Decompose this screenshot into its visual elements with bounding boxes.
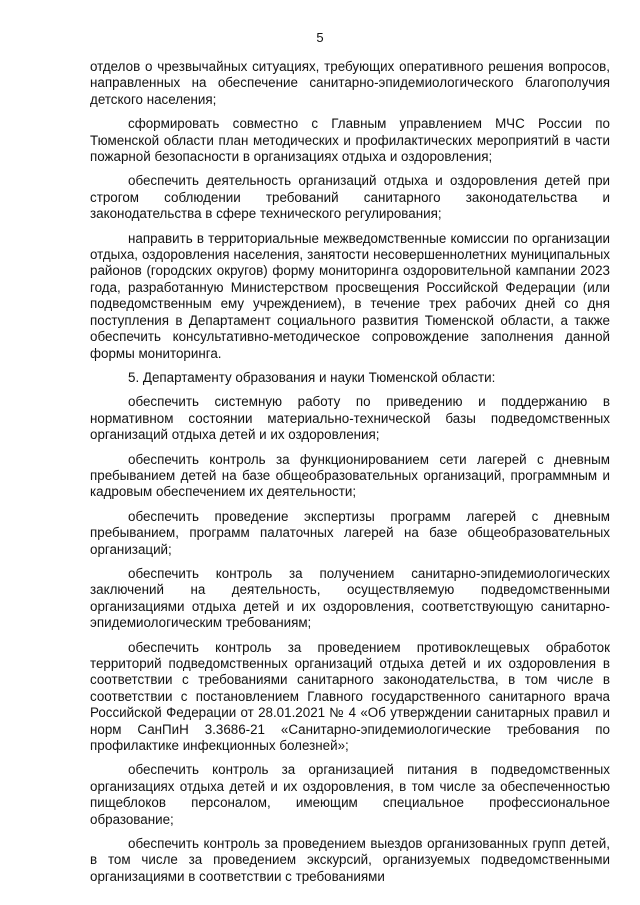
- paragraph-ensure-activity: обеспечить деятельность организаций отдыха и оздоровления детей при строгом соблюдении требований санитарного законодательства и законодательства в сфере технического регулирования;: [90, 173, 610, 222]
- paragraph-day-camps-control: обеспечить контроль за функционированием сети лагерей с дневным пребыванием детей на базе общеобразовательных организаций, программным и кадровым обеспечением их деятельности;: [90, 451, 610, 500]
- paragraph-catering-control: обеспечить контроль за организацией питания в подведомственных организациях отдыха детей и их оздоровления, в том числе за обеспеченностью пищеблоков персоналом, имеющим специальное профессиональное образование;: [90, 762, 610, 827]
- page-number: 5: [316, 30, 324, 45]
- paragraph-fire-safety-plan: сформировать совместно с Главным управлением МЧС России по Тюменской области план методических и профилактических мероприятий в части пожарной безопасности в организациях отдыха и оздоровления;: [90, 116, 610, 165]
- paragraph-continuation: отделов о чрезвычайных ситуациях, требующих оперативного решения вопросов, направленных на обеспечение санитарно-эпидемиологического благополучия детского населения;: [90, 59, 610, 107]
- document-body: [90, 59, 610, 885]
- section-heading-5: 5. Департаменту образования и науки Тюменской области:: [128, 369, 496, 385]
- paragraph-material-base: обеспечить системную работу по приведению и поддержанию в нормативном состоянии материально-технической базы подведомственных организаций отдыха детей и их оздоровления;: [90, 394, 610, 443]
- paragraph-tick-treatment: обеспечить контроль за проведением противоклещевых обработок территорий подведомственных организаций отдыха детей и их оздоровления в соответствии с требованиями санитарного законодательства, в том числе в соответствии с постановлением Главного государственного санитарного врача Российской Федерации от 28.01.2021 № 4 «Об утверждении санитарных правил и норм СанПиН 3.3686-21 «Санитарно-эпидемиологические требования по профилактике инфекционных болезней»;: [90, 639, 610, 754]
- paragraph-excursions-control: обеспечить контроль за проведением выездов организованных групп детей, в том числе за проведением экскурсий, организуемых подведомственными организациями в соответствии с требованиями: [90, 836, 610, 884]
- paragraph-sanitary-conclusions: обеспечить контроль за получением санитарно-эпидемиологических заключений на деятельность, осуществляемую подведомственными организациями отдыха детей и их оздоровления, соответствующую санитарно-эпидемиологическим требованиям;: [90, 565, 610, 631]
- paragraph-monitoring-form: направить в территориальные межведомственные комиссии по организации отдыха, оздоровления населения, занятости несовершеннолетних муниципальных районов (городских округов) форму мониторинга оздоровительной кампании 2023 года, разработанную Министерством просвещения Российской Федерации (или подведомственным ему учреждением), в течение трех рабочих дней со дня поступления в Департамент социального развития Тюменской области, а также обеспечить консультативно-методическое сопровождение заполнения данной формы мониторинга.: [90, 230, 610, 361]
- paragraph-program-expertise: обеспечить проведение экспертизы программ лагерей с дневным пребыванием, программ палаточных лагерей на базе общеобразовательных организаций;: [90, 508, 610, 557]
